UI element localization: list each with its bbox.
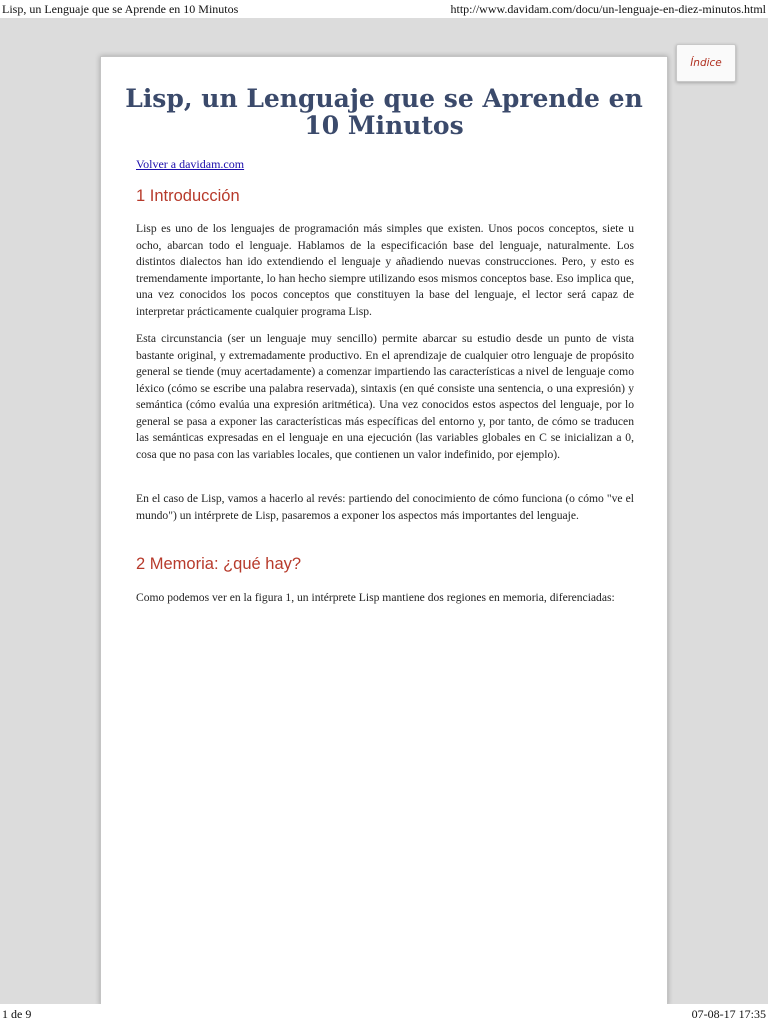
back-to-home-link[interactable]: Volver a davidam.com: [136, 157, 245, 171]
print-header: [0, 0, 768, 18]
print-header-url: http://www.davidam.com/docu/un-lenguaje-en-diez-minutos.html: [450, 2, 766, 16]
print-footer: [0, 1004, 768, 1024]
page-title: Lisp, un Lenguaje que se Aprende en 10 Minutos: [125, 84, 643, 140]
paragraph: En el caso de Lisp, vamos a hacerlo al revés: partiendo del conocimiento de cómo funciona (o cómo "ve el mundo") un intérprete de Lisp, pasaremos a exponer los aspectos más importantes del lenguaje.: [136, 492, 634, 522]
paragraph: Lisp es uno de los lenguajes de programación más simples que existen. Unos pocos conceptos, siete u ocho, abarcan todo el lenguaje. Hablamos de la especificación base del lenguaje, naturalmente. Los distintos dialectos han ido extendiendo el lenguaje y añadiendo nuevas construcciones. Pero, y esto es tremendamente importante, lo han hecho siempre utilizando esos mismos conceptos base. Eso implica que, una vez conocidos los pocos conceptos que constituyen la base del lenguaje, el lector será capaz de interpretar prácticamente cualquier programa Lisp.: [136, 222, 634, 318]
paragraph: Esta circunstancia (ser un lenguaje muy sencillo) permite abarcar su estudio desde un punto de vista bastante original, y extremadamente productivo. En el aprendizaje de cualquier otro lenguaje de propósito general se tiende (muy acertadamente) a comenzar impartiendo las características a nivel de lenguaje como léxico (cómo se escribe una palabra reservada), sintaxis (en qué consiste una sentencia, o una expresión) y semántica (cómo evalúa una expresión aritmética). Una vez conocidos estos aspectos del lenguaje, por lo general se pasa a exponer las características más específicas del entorno y, por tanto, de cómo se traducen las semánticas expresadas en el lenguaje en una ejecución (las variables globales en C se inicializan a 0, cosa que no pasa con las variables locales, que contienen un valor indefinido, por ejemplo).: [136, 332, 634, 461]
print-timestamp: 07-08-17 17:35: [691, 1007, 766, 1021]
section-heading-introduccion: 1 Introducción: [136, 187, 240, 205]
section-heading-memoria: 2 Memoria: ¿qué hay?: [136, 555, 302, 573]
article-sheet: [100, 56, 668, 1006]
indice-button[interactable]: Índice: [676, 44, 736, 82]
page-number: 1 de 9: [2, 1007, 32, 1021]
paragraph: Como podemos ver en la figura 1, un intérprete Lisp mantiene dos regiones en memoria, diferenciadas:: [136, 591, 615, 604]
print-header-title: Lisp, un Lenguaje que se Aprende en 10 Minutos: [2, 2, 239, 16]
